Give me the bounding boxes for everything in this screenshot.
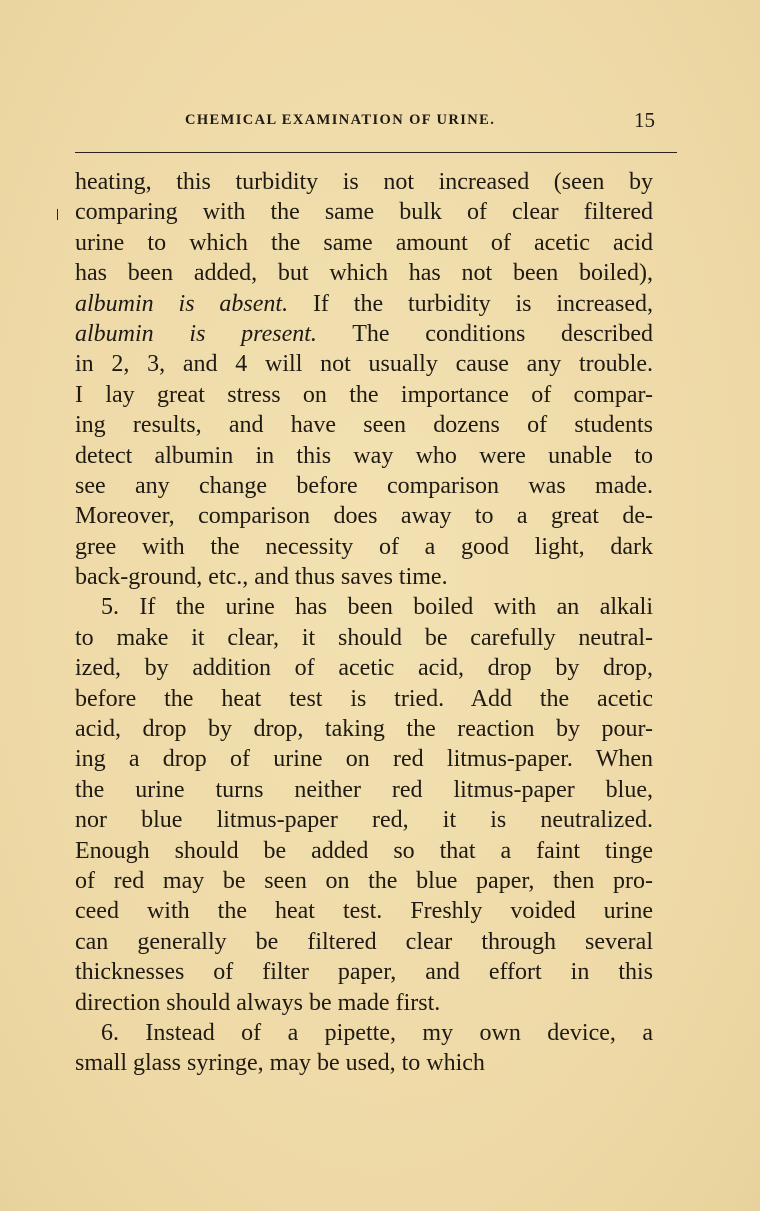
text-line: has been added, but which has not been boiled),: [75, 260, 653, 287]
text-line: 6. Instead of a pipette, my own device, a: [101, 1019, 653, 1046]
text-segment: If the turbidity is increased,: [288, 290, 653, 317]
text-line: urine to which the same amount of acetic acid: [75, 229, 653, 256]
page-header: [75, 108, 655, 142]
text-line: back-ground, etc., and thus saves time.: [75, 564, 448, 591]
text-line: thicknesses of filter paper, and effort in this: [75, 959, 653, 986]
text-line: small glass syringe, may be used, to which: [75, 1050, 485, 1077]
text-line: of red may be seen on the blue paper, then pro-: [75, 867, 653, 894]
text-line: ing results, and have seen dozens of students: [75, 412, 653, 439]
text-segment: The conditions described: [316, 320, 653, 347]
text-line: direction should always be made first.: [75, 989, 441, 1016]
text-line: the urine turns neither red litmus-paper blue,: [75, 776, 653, 803]
text-line: acid, drop by drop, taking the reaction by pour-: [75, 716, 653, 743]
italic-phrase: albumin is present.: [75, 320, 317, 347]
text-line: in 2, 3, and 4 will not usually cause any trouble.: [75, 351, 653, 378]
text-line: Enough should be added so that a faint tinge: [75, 837, 653, 864]
text-line: comparing with the same bulk of clear filtered: [75, 199, 653, 226]
text-line: ing a drop of urine on red litmus-paper. When: [75, 746, 653, 773]
text-line: I lay great stress on the importance of compar-: [75, 381, 653, 408]
page-number: 15: [634, 108, 655, 132]
text-line: to make it clear, it should be carefully neutral-: [75, 624, 653, 651]
text-line: 5. If the urine has been boiled with an alkali: [101, 594, 653, 621]
text-line: gree with the necessity of a good light, dark: [75, 533, 653, 560]
text-line: before the heat test is tried. Add the acetic: [75, 685, 653, 712]
text-line: can generally be filtered clear through several: [75, 928, 653, 955]
margin-mark: [57, 209, 58, 220]
body-text: [75, 167, 653, 1079]
italic-phrase: albumin is absent.: [75, 290, 289, 317]
text-line: see any change before comparison was made.: [75, 472, 653, 499]
header-rule: [75, 152, 677, 153]
text-line: nor blue litmus-paper red, it is neutralized.: [75, 807, 653, 834]
text-line: Moreover, comparison does away to a great de-: [75, 503, 653, 530]
running-head: CHEMICAL EXAMINATION OF URINE.: [185, 112, 496, 128]
text-line: detect albumin in this way who were unable to: [75, 442, 653, 469]
text-line: [75, 289, 653, 319]
text-line: ized, by addition of acetic acid, drop by drop,: [75, 655, 653, 682]
text-line: heating, this turbidity is not increased (seen by: [75, 169, 653, 195]
text-line: [75, 319, 653, 349]
text-line: ceed with the heat test. Freshly voided urine: [75, 898, 653, 925]
